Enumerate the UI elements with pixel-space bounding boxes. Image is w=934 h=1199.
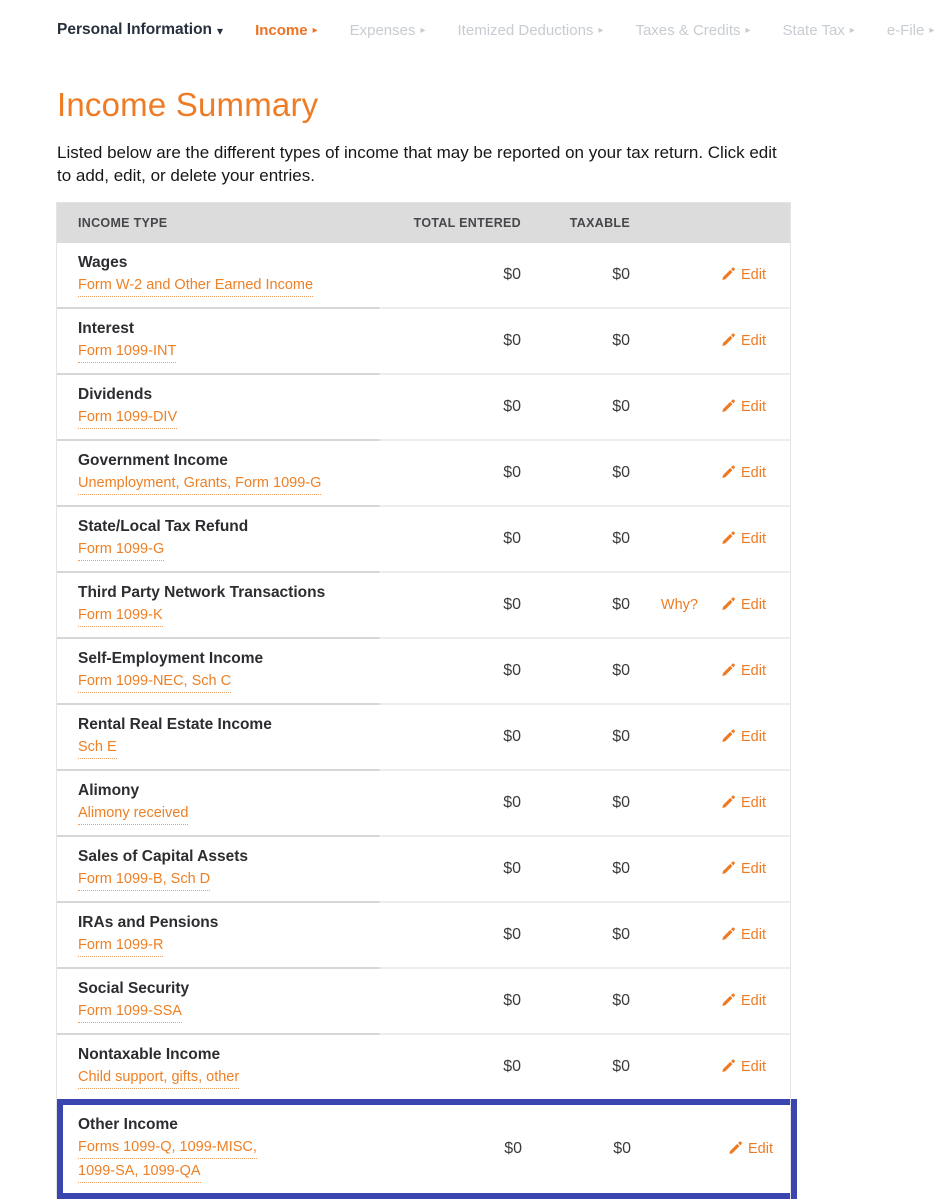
nav-item-personal-information[interactable]: Personal Information ▾ (57, 21, 224, 38)
edit-button[interactable]: Edit (720, 333, 766, 349)
pencil-icon (720, 267, 735, 282)
table-row-sales-of-capital-assets (57, 835, 790, 901)
total-entered-value: $0 (503, 265, 521, 283)
total-entered-value: $0 (503, 595, 521, 613)
income-type-form-link[interactable]: Form 1099-R (78, 936, 163, 957)
pencil-icon (720, 927, 735, 942)
taxable-value: $0 (613, 1139, 631, 1157)
taxable-value: $0 (612, 595, 630, 613)
pencil-icon (720, 1059, 735, 1074)
edit-button[interactable]: Edit (720, 993, 766, 1009)
edit-button[interactable]: Edit (727, 1141, 773, 1157)
table-row-iras-and-pensions (57, 901, 790, 967)
income-type-name: Other Income (78, 1115, 178, 1133)
total-entered-value: $0 (503, 1057, 521, 1075)
top-navigation (0, 0, 934, 39)
why-link[interactable]: Why? (660, 596, 698, 613)
caret-right-icon: ▸ (598, 25, 604, 36)
total-entered-value: $0 (503, 991, 521, 1009)
total-entered-value: $0 (504, 1139, 522, 1157)
edit-button[interactable]: Edit (720, 861, 766, 877)
income-type-name: Government Income (78, 451, 228, 469)
table-row-interest (57, 307, 790, 373)
edit-button[interactable]: Edit (720, 267, 766, 283)
table-row-nontaxable-income (57, 1033, 790, 1099)
header-taxable: TAXABLE (569, 215, 630, 230)
income-type-name: State/Local Tax Refund (78, 517, 249, 535)
income-type-form-link[interactable]: Form W-2 and Other Earned Income (78, 276, 313, 297)
total-entered-value: $0 (503, 529, 521, 547)
total-entered-value: $0 (503, 661, 521, 679)
taxable-value: $0 (612, 859, 630, 877)
table-row-wages (57, 243, 790, 307)
total-entered-value: $0 (503, 925, 521, 943)
income-type-form-link[interactable]: Form 1099-INT (78, 342, 176, 363)
pencil-icon (720, 795, 735, 810)
nav-item-taxes-credits[interactable]: Taxes & Credits ▸ (635, 21, 751, 39)
pencil-icon (720, 861, 735, 876)
caret-right-icon: ▸ (849, 25, 855, 36)
total-entered-value: $0 (503, 463, 521, 481)
table-row-rental-real-estate-income (57, 703, 790, 769)
pencil-icon (720, 465, 735, 480)
nav-item-expenses[interactable]: Expenses ▸ (349, 21, 426, 39)
income-type-form-link[interactable]: Child support, gifts, other (78, 1068, 239, 1089)
table-row-dividends (57, 373, 790, 439)
total-entered-value: $0 (503, 727, 521, 745)
caret-right-icon: ▸ (929, 25, 934, 36)
income-type-form-link-line2[interactable]: 1099-SA, 1099-QA (78, 1162, 201, 1183)
edit-button[interactable]: Edit (720, 927, 766, 943)
table-row-state-local-tax-refund (57, 505, 790, 571)
total-entered-value: $0 (503, 859, 521, 877)
total-entered-value: $0 (503, 331, 521, 349)
taxable-value: $0 (612, 925, 630, 943)
table-header-row (57, 203, 790, 243)
caret-right-icon: ▸ (745, 25, 751, 36)
pencil-icon (720, 333, 735, 348)
total-entered-value: $0 (503, 793, 521, 811)
income-type-name: Dividends (78, 385, 153, 403)
pencil-icon (720, 531, 735, 546)
nav-item-itemized-deductions[interactable]: Itemized Deductions ▸ (457, 21, 604, 39)
income-type-name: Nontaxable Income (78, 1045, 221, 1063)
taxable-value: $0 (612, 397, 630, 415)
edit-button[interactable]: Edit (720, 1059, 766, 1075)
table-row-social-security (57, 967, 790, 1033)
income-type-name: Interest (78, 319, 134, 337)
income-type-form-link[interactable]: Form 1099-G (78, 540, 164, 561)
taxable-value: $0 (612, 1057, 630, 1075)
income-type-form-link[interactable]: Sch E (78, 738, 117, 759)
income-type-name: Self-Employment Income (78, 649, 264, 667)
page-title: Income Summary (57, 86, 319, 123)
pencil-icon (720, 399, 735, 414)
edit-button[interactable]: Edit (720, 795, 766, 811)
table-row-third-party-network-transactions (57, 571, 790, 637)
nav-item-income[interactable]: Income ▸ (255, 21, 318, 39)
edit-button[interactable]: Edit (720, 729, 766, 745)
income-summary-table (57, 203, 790, 1199)
nav-item-efile[interactable]: e-File ▸ (886, 21, 934, 39)
edit-button[interactable]: Edit (720, 465, 766, 481)
edit-button[interactable]: Edit (720, 531, 766, 547)
income-type-name: Sales of Capital Assets (78, 847, 248, 865)
header-income-type: INCOME TYPE (78, 215, 168, 230)
pencil-icon (720, 597, 735, 612)
taxable-value: $0 (612, 331, 630, 349)
taxable-value: $0 (612, 661, 630, 679)
income-type-form-link[interactable]: Alimony received (78, 804, 188, 825)
income-type-name: Wages (78, 253, 128, 271)
taxable-value: $0 (612, 265, 630, 283)
income-type-form-link[interactable]: Unemployment, Grants, Form 1099-G (78, 474, 321, 495)
income-type-form-link[interactable]: Form 1099-K (78, 606, 163, 627)
income-type-name: IRAs and Pensions (78, 913, 219, 931)
nav-item-state-tax[interactable]: State Tax ▸ (782, 21, 855, 39)
income-type-name: Rental Real Estate Income (78, 715, 272, 733)
intro-text: Listed below are the different types of income that may be reported on your tax return. Click edit to add, edit, or delete your entries. (57, 143, 777, 186)
income-type-form-link[interactable]: Form 1099-SSA (78, 1002, 182, 1023)
income-type-name: Third Party Network Transactions (78, 583, 326, 601)
pencil-icon (720, 663, 735, 678)
table-row-self-employment-income (57, 637, 790, 703)
total-entered-value: $0 (503, 397, 521, 415)
table-row-government-income (57, 439, 790, 505)
edit-button[interactable]: Edit (720, 663, 766, 679)
income-type-name: Social Security (78, 979, 190, 997)
taxable-value: $0 (612, 793, 630, 811)
table-row-alimony (57, 769, 790, 835)
pencil-icon (720, 729, 735, 744)
taxable-value: $0 (612, 529, 630, 547)
caret-right-icon: ▸ (312, 25, 318, 36)
edit-button[interactable]: Edit (720, 399, 766, 415)
pencil-icon (727, 1141, 742, 1156)
taxable-value: $0 (612, 991, 630, 1009)
income-type-form-link[interactable]: Form 1099-B, Sch D (78, 870, 210, 891)
taxable-value: $0 (612, 727, 630, 745)
pencil-icon (720, 993, 735, 1008)
caret-down-icon: ▾ (217, 24, 224, 38)
income-type-form-link[interactable]: Form 1099-DIV (78, 408, 177, 429)
income-type-form-link[interactable]: Form 1099-NEC, Sch C (78, 672, 231, 693)
header-total-entered: TOTAL ENTERED (413, 215, 521, 230)
edit-button[interactable]: Edit (720, 597, 766, 613)
taxable-value: $0 (612, 463, 630, 481)
table-row-other-income-highlighted (57, 1099, 797, 1199)
income-type-form-link[interactable]: Forms 1099-Q, 1099-MISC, (78, 1138, 257, 1159)
caret-right-icon: ▸ (420, 25, 426, 36)
income-type-name: Alimony (78, 781, 140, 799)
